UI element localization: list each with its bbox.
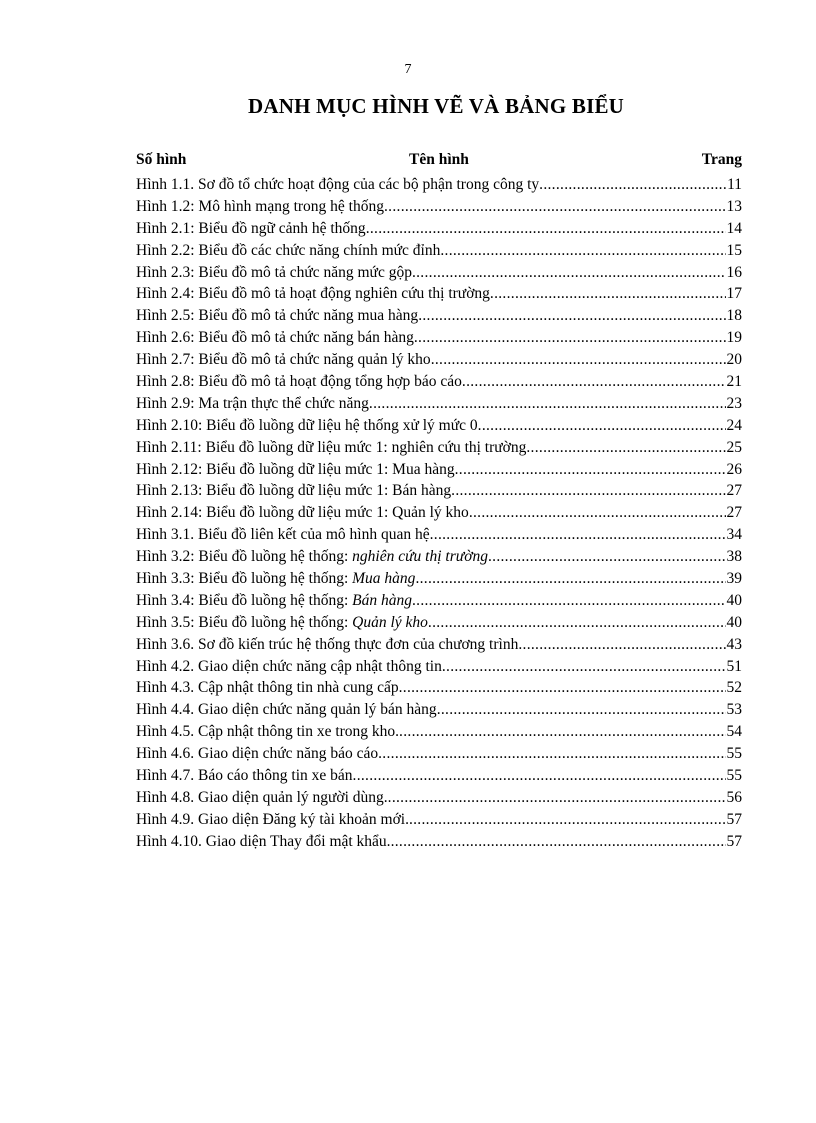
figure-entry-label xyxy=(136,176,539,194)
toc-header xyxy=(136,151,742,171)
figure-entry-title: Hình 3.2: Biểu đồ luồng hệ thống: xyxy=(136,548,353,566)
dot-leader xyxy=(526,439,725,457)
figure-entry-title: Hình 3.5: Biểu đồ luồng hệ thống: xyxy=(136,613,353,631)
dot-leader xyxy=(462,373,726,391)
figure-entry-italic-title: Bán hàng xyxy=(352,591,412,609)
figure-entry-label xyxy=(136,767,353,785)
figure-entry-label xyxy=(136,811,409,829)
figure-entry-page: 40 xyxy=(726,591,742,609)
figure-list xyxy=(136,176,742,855)
figure-entry-label xyxy=(136,439,526,457)
figure-entry[interactable] xyxy=(136,789,742,811)
figure-entry-label xyxy=(136,592,412,610)
figure-entry-page: 13 xyxy=(726,197,742,215)
figure-entry[interactable] xyxy=(136,329,742,351)
figure-entry-page: 54 xyxy=(726,723,742,741)
dot-leader xyxy=(488,548,726,566)
dot-leader xyxy=(414,329,726,347)
figure-entry[interactable] xyxy=(136,833,742,855)
figure-entry-title: Hình 4.3. Cập nhật thông tin nhà cung cấp xyxy=(136,679,399,697)
figure-entry-page: 56 xyxy=(726,788,742,806)
figure-entry-title: Hình 4.5. Cập nhật thông tin xe trong kho. xyxy=(136,723,400,741)
dot-leader xyxy=(428,614,726,632)
figure-entry-label xyxy=(136,461,455,479)
figure-entry[interactable] xyxy=(136,526,742,548)
figure-entry[interactable] xyxy=(136,417,742,439)
figure-entry[interactable] xyxy=(136,745,742,767)
figure-entry-label xyxy=(136,264,412,282)
figure-entry[interactable] xyxy=(136,351,742,373)
figure-entry[interactable] xyxy=(136,198,742,220)
figure-entry[interactable] xyxy=(136,701,742,723)
figure-entry-label xyxy=(136,395,369,413)
figure-entry-label xyxy=(136,614,428,632)
figure-entry[interactable] xyxy=(136,461,742,483)
header-figure-name: Tên hình xyxy=(409,151,469,168)
figure-entry[interactable] xyxy=(136,242,742,264)
figure-entry-title: Hình 3.6. Sơ đồ kiến trúc hệ thống thực đơn của chương trình xyxy=(136,635,519,653)
figure-entry-label xyxy=(136,701,437,719)
dot-leader xyxy=(478,417,726,435)
figure-entry-label xyxy=(136,833,391,851)
figure-entry[interactable] xyxy=(136,679,742,701)
figure-entry-title: Hình 4.6. Giao diện chức năng báo cáo xyxy=(136,745,379,763)
figure-entry-page: 27 xyxy=(726,504,742,522)
figure-entry[interactable] xyxy=(136,570,742,592)
figure-entry-label xyxy=(136,198,384,216)
figure-entry[interactable] xyxy=(136,373,742,395)
figure-entry-title: Hình 2.5: Biểu đồ mô tả chức năng mua hàng xyxy=(136,307,419,325)
figure-entry-title: Hình 2.10: Biểu đồ luồng dữ liệu hệ thống xử lý mức 0 xyxy=(136,416,478,434)
page-title: DANH MỤC HÌNH VẼ VÀ BẢNG BIỂU xyxy=(247,94,625,118)
figure-entry-title: Hình 4.2. Giao diện chức năng cập nhật thông tin xyxy=(136,657,442,675)
figure-entry-label xyxy=(136,417,478,435)
figure-entry-title: Hình 2.1: Biểu đồ ngữ cảnh hệ thống xyxy=(136,219,366,237)
figure-entry-label xyxy=(136,548,488,566)
figure-entry-page: 34 xyxy=(726,526,742,544)
figure-entry-page: 24 xyxy=(726,416,742,434)
dot-leader xyxy=(539,176,726,194)
figure-entry-label xyxy=(136,570,415,588)
figure-entry-label xyxy=(136,307,418,325)
figure-entry[interactable] xyxy=(136,264,742,286)
dot-leader xyxy=(412,592,726,610)
figure-entry-label xyxy=(136,242,440,260)
figure-entry-page: 43 xyxy=(726,635,742,653)
figure-entry-page: 26 xyxy=(726,460,742,478)
dot-leader xyxy=(442,658,726,676)
figure-entry-page: 16 xyxy=(726,263,742,281)
dot-leader xyxy=(440,242,725,260)
dot-leader xyxy=(384,198,726,216)
figure-entry-title: Hình 2.3: Biểu đồ mô tả chức năng mức gộp xyxy=(136,263,412,281)
figure-entry-title: Hình 1.1. Sơ đồ tổ chức hoạt động của các bộ phận trong công ty xyxy=(136,176,540,193)
dot-leader xyxy=(415,570,725,588)
page-number: 7 xyxy=(404,62,412,77)
figure-entry-title: Hình 4.9. Giao diện Đăng ký tài khoản mới. xyxy=(136,810,409,828)
figure-entry-page: 40 xyxy=(726,613,742,631)
figure-entry[interactable] xyxy=(136,395,742,417)
figure-entry-page: 52 xyxy=(726,679,742,697)
dot-leader xyxy=(388,789,726,807)
figure-entry-page: 25 xyxy=(726,438,742,456)
figure-entry-page: 51 xyxy=(726,657,742,675)
dot-leader xyxy=(378,745,725,763)
figure-entry-title: Hình 2.6: Biểu đồ mô tả chức năng bán hàng xyxy=(136,329,414,347)
figure-entry-italic-title: nghiên cứu thị trường xyxy=(352,548,488,566)
figure-entry-label xyxy=(136,351,431,369)
figure-entry-title: Hình 2.2: Biểu đồ các chức năng chính mức đỉnh xyxy=(136,241,441,259)
figure-entry[interactable] xyxy=(136,285,742,307)
figure-entry-label xyxy=(136,789,388,807)
figure-entry-page: 14 xyxy=(726,219,742,237)
dot-leader xyxy=(353,767,726,785)
figure-entry-label xyxy=(136,373,462,391)
dot-leader xyxy=(366,220,726,238)
dot-leader xyxy=(409,811,726,829)
dot-leader xyxy=(451,482,725,500)
dot-leader xyxy=(369,395,726,413)
figure-entry-page: 55 xyxy=(726,767,742,785)
figure-entry-page: 23 xyxy=(726,394,742,412)
figure-entry-page: 21 xyxy=(726,373,742,391)
figure-entry[interactable] xyxy=(136,439,742,461)
figure-entry[interactable] xyxy=(136,220,742,242)
dot-leader xyxy=(412,264,726,282)
figure-entry-page: 39 xyxy=(726,570,742,588)
figure-entry[interactable] xyxy=(136,767,742,789)
figure-entry-page: 11 xyxy=(727,176,742,193)
figure-entry-title: Hình 1.2: Mô hình mạng trong hệ thống xyxy=(136,197,384,215)
figure-entry[interactable] xyxy=(136,811,742,833)
figure-entry-title: Hình 2.8: Biểu đồ mô tả hoạt động tổng hợp báo cáo xyxy=(136,373,462,391)
figure-entry-title: Hình 2.7: Biểu đồ mô tả chức năng quản lý kho xyxy=(136,351,431,369)
figure-entry-page: 55 xyxy=(726,745,742,763)
figure-entry-title: Hình 3.4: Biểu đồ luồng hệ thống: xyxy=(136,591,353,609)
figure-entry-page: 15 xyxy=(726,241,742,259)
dot-leader xyxy=(437,701,726,719)
figure-entry-title: Hình 2.13: Biểu đồ luồng dữ liệu mức 1: Bán hàng xyxy=(136,482,452,500)
figure-entry-page: 17 xyxy=(726,285,742,303)
figure-entry-title: Hình 3.1. Biểu đồ liên kết của mô hình quan hệ xyxy=(136,526,430,544)
figure-entry-label xyxy=(136,220,366,238)
figure-entry-label xyxy=(136,329,414,347)
figure-entry[interactable] xyxy=(136,636,742,658)
figure-entry[interactable] xyxy=(136,658,742,680)
dot-leader xyxy=(399,679,726,697)
figure-entry-page: 19 xyxy=(726,329,742,347)
figure-entry-title: Hình 4.7. Báo cáo thông tin xe bán xyxy=(136,767,353,785)
figure-entry-title: Hình 4.8. Giao diện quản lý người dùng. xyxy=(136,788,388,806)
figure-entry-title: Hình 2.9: Ma trận thực thể chức năng xyxy=(136,394,369,412)
dot-leader xyxy=(431,351,726,369)
figure-entry-title: Hình 4.4. Giao diện chức năng quản lý bán hàng xyxy=(136,701,437,719)
figure-entry-label xyxy=(136,723,399,741)
figure-entry-label xyxy=(136,285,490,303)
dot-leader xyxy=(518,636,725,654)
figure-entry-label xyxy=(136,482,451,500)
figure-entry[interactable] xyxy=(136,548,742,570)
figure-entry[interactable] xyxy=(136,723,742,745)
figure-entry-label xyxy=(136,526,430,544)
figure-entry-page: 57 xyxy=(726,832,742,850)
figure-entry-label xyxy=(136,679,399,697)
figure-entry-title: Hình 2.14: Biểu đồ luồng dữ liệu mức 1: Quản lý kho xyxy=(136,504,469,522)
figure-entry-page: 27 xyxy=(726,482,742,500)
figure-entry-title: Hình 3.3: Biểu đồ luồng hệ thống: xyxy=(136,570,353,588)
dot-leader xyxy=(455,461,726,479)
figure-entry-page: 38 xyxy=(726,548,742,566)
dot-leader xyxy=(490,285,726,303)
figure-entry-italic-title: Quản lý kho xyxy=(352,613,428,631)
figure-entry[interactable] xyxy=(136,614,742,636)
figure-entry[interactable] xyxy=(136,482,742,504)
figure-entry-page: 18 xyxy=(726,307,742,325)
figure-entry-label xyxy=(136,504,469,522)
dot-leader xyxy=(391,833,726,851)
dot-leader xyxy=(430,526,726,544)
dot-leader xyxy=(399,723,725,741)
figure-entry-label xyxy=(136,636,518,654)
header-page: Trang xyxy=(701,151,742,168)
figure-entry-title: Hình 4.10. Giao diện Thay đổi mật khẩu. xyxy=(136,832,391,850)
figure-entry[interactable] xyxy=(136,592,742,614)
figure-entry[interactable] xyxy=(136,307,742,329)
figure-entry-title: Hình 2.4: Biểu đồ mô tả hoạt động nghiên cứu thị trường xyxy=(136,285,490,303)
dot-leader xyxy=(418,307,725,325)
dot-leader xyxy=(469,504,726,522)
figure-entry[interactable] xyxy=(136,504,742,526)
figure-entry-italic-title: Mua hàng xyxy=(352,570,416,588)
header-figure-number: Số hình xyxy=(136,151,187,168)
figure-entry-page: 53 xyxy=(726,701,742,719)
figure-entry-page: 20 xyxy=(726,351,742,369)
figure-entry-page: 57 xyxy=(726,810,742,828)
figure-entry-title: Hình 2.11: Biểu đồ luồng dữ liệu mức 1: nghiên cứu thị trường xyxy=(136,438,527,456)
figure-entry-label xyxy=(136,745,378,763)
figure-entry-label xyxy=(136,658,442,676)
figure-entry-title: Hình 2.12: Biểu đồ luồng dữ liệu mức 1: Mua hàng xyxy=(136,460,455,478)
figure-entry[interactable] xyxy=(136,176,742,198)
